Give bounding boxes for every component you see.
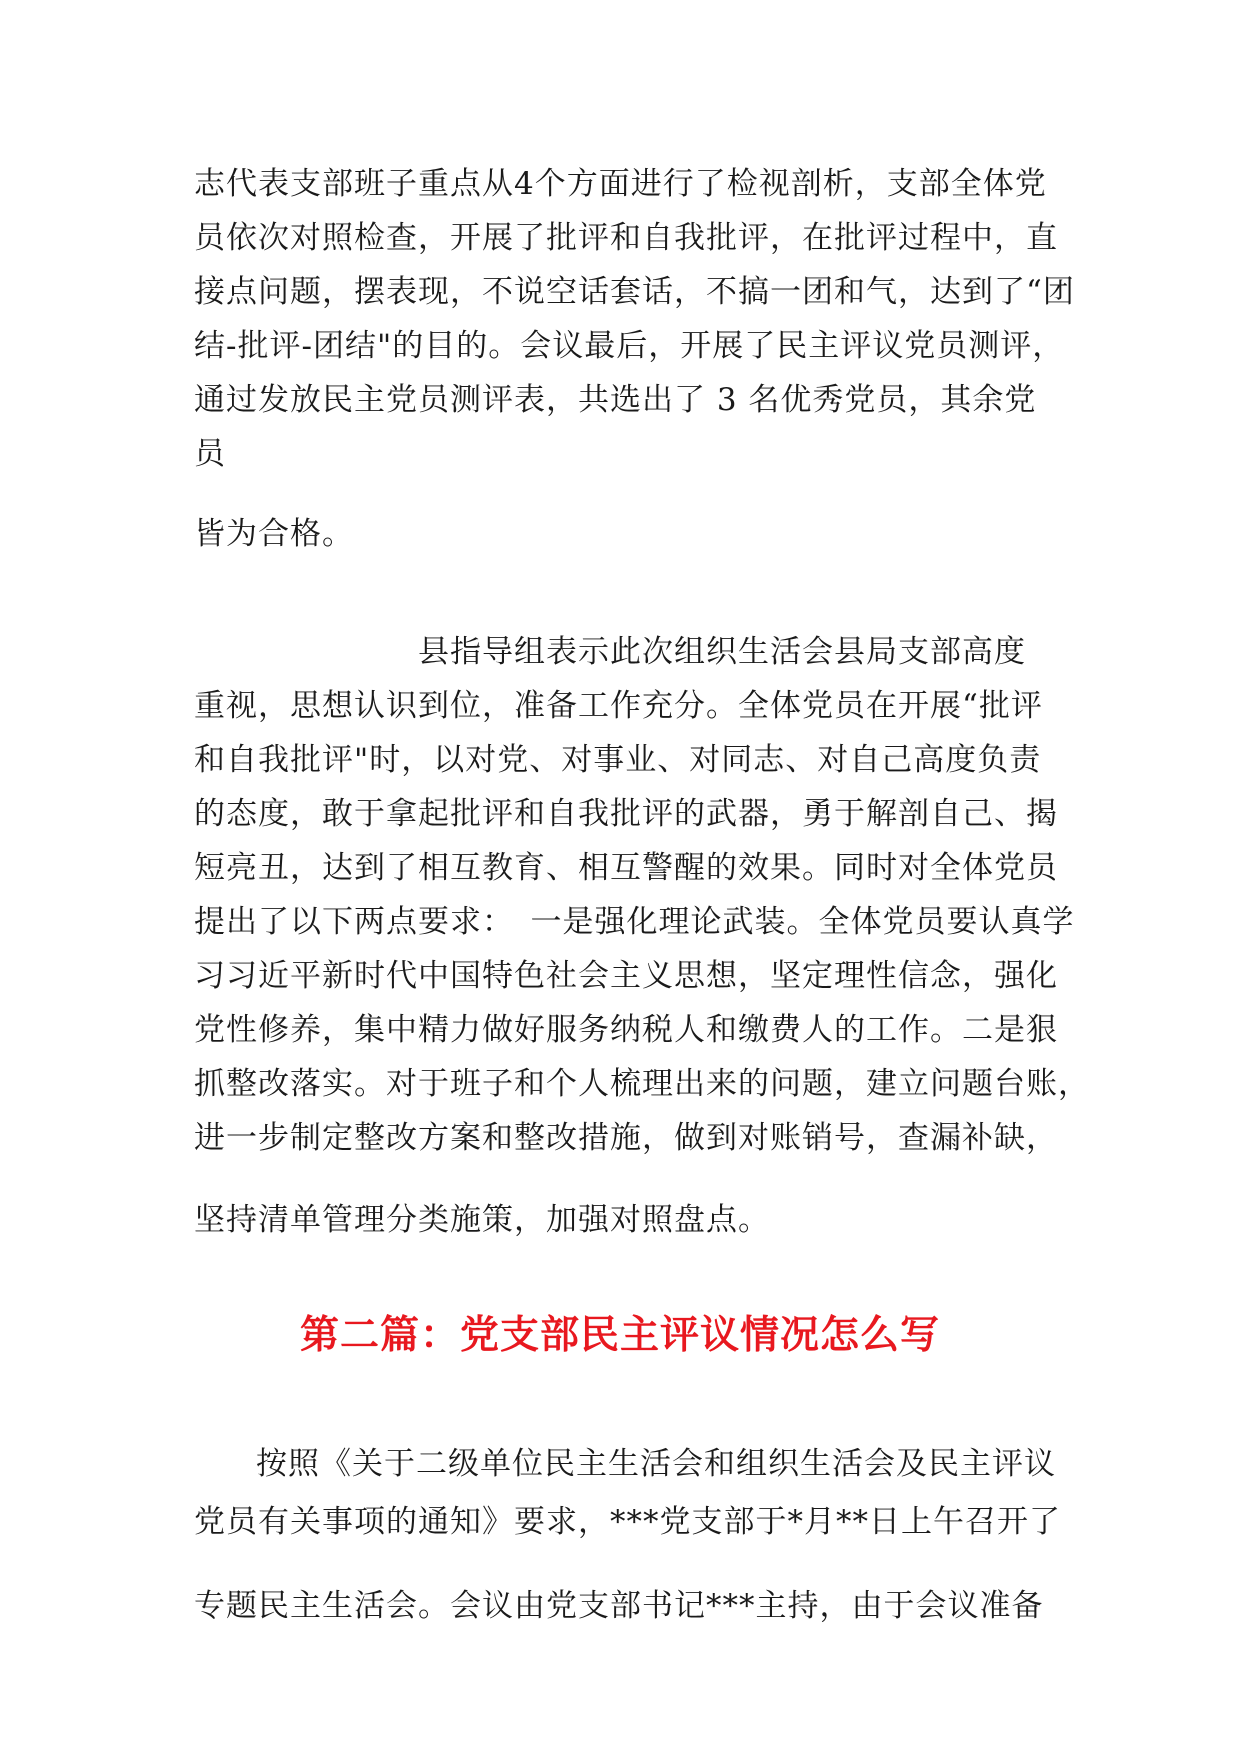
text-line: 结-批评-团结"的目的。会议最后，开展了民主评议党员测评， [194,328,1065,364]
text-line: 坚持清单管理分类施策，加强对照盘点。 [194,1202,770,1238]
text-line: 的态度，敢于拿起批评和自我批评的武器，勇于解剖自己、揭 [194,796,1058,832]
text-line: 皆为合格。 [194,516,354,552]
text-line: 员 [194,436,226,472]
text-line: 重视，思想认识到位，准备工作充分。全体党员在开展“批评 [194,688,1043,724]
text-line: 短亮丑，达到了相互教育、相互警醒的效果。同时对全体党员 [194,850,1058,886]
text-line: 和自我批评"时，以对党、对事业、对同志、对自己高度负责 [194,742,1042,778]
text-line: 志代表支部班子重点从4个方面进行了检视剖析，支部全体党 [194,166,1047,202]
text-line: 习习近平新时代中国特色社会主义思想，坚定理性信念，强化 [194,958,1058,994]
text-line: 党员有关事项的通知》要求，***党支部于*月**日上午召开了 [194,1504,1061,1540]
text-line: 专题民主生活会。会议由党支部书记***主持，由于会议准备 [194,1588,1044,1624]
text-line: 按照《关于二级单位民主生活会和组织生活会及民主评议 [256,1446,1056,1482]
text-line: 接点问题，摆表现，不说空话套话，不搞一团和气，达到了“团 [194,274,1075,310]
text-line: 县指导组表示此次组织生活会县局支部高度 [418,634,1026,670]
text-line: 通过发放民主党员测评表，共选出了 3 名优秀党员，其余党 [194,382,1037,418]
text-line: 员依次对照检查，开展了批评和自我批评，在批评过程中，直 [194,220,1058,256]
text-line: 进一步制定整改方案和整改措施，做到对账销号，查漏补缺， [194,1120,1058,1156]
text-line: 抓整改落实。对于班子和个人梳理出来的问题，建立问题台账， [194,1066,1090,1102]
text-line: 提出了以下两点要求： 一是强化理论武装。全体党员要认真学 [194,904,1075,940]
section-heading: 第二篇：党支部民主评议情况怎么写 [299,1313,940,1358]
text-line: 党性修养，集中精力做好服务纳税人和缴费人的工作。二是狠 [194,1012,1058,1048]
